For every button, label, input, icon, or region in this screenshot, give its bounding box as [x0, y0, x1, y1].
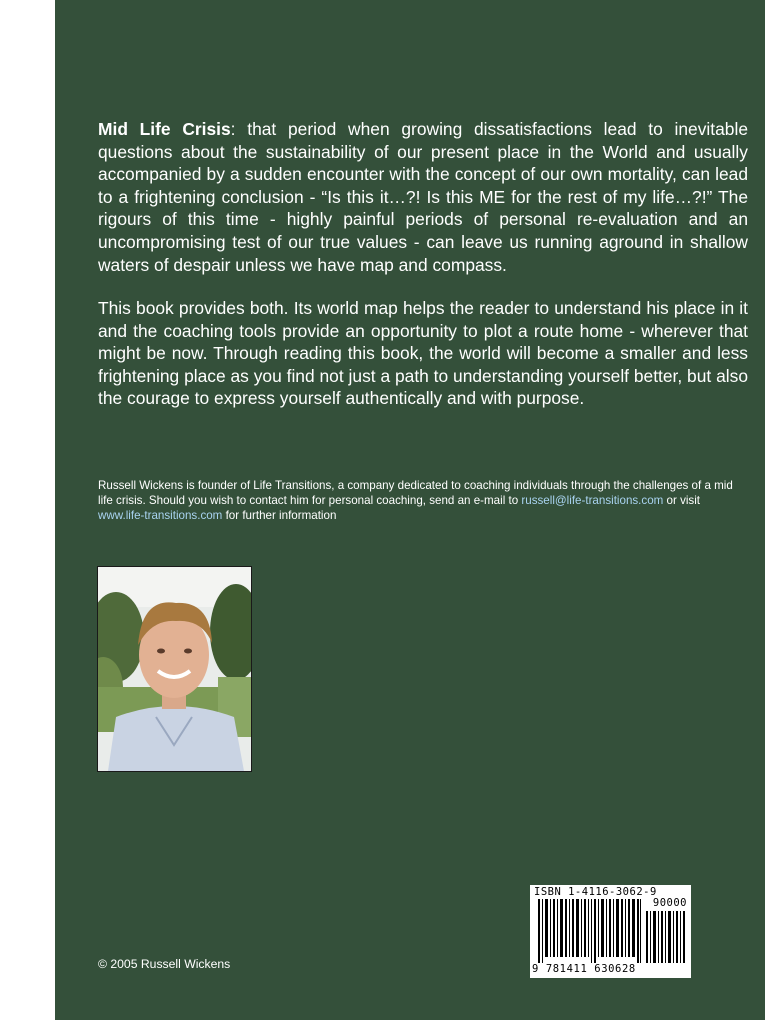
blurb-paragraph-1	[98, 118, 748, 276]
blurb-paragraph-2: This book provides both. Its world map helps the reader to understand his place in it and the coaching tools provide an opportunity to plot a route home - wherever that might be now. Through reading this book, the world will become a smaller and less frightening place as you find not just a path to understanding yourself better, but also the courage to express yourself authentically and with purpose.	[98, 298, 748, 409]
author-bio	[98, 479, 748, 523]
bio-text-before: Russell Wickens is founder of Life Transitions, a company dedicated to coaching individuals through the challenges of a mid life crisis. Should you wish to contact him for personal coaching, send an e-mail to	[98, 479, 733, 507]
back-cover	[55, 0, 765, 1020]
author-photo	[97, 566, 252, 772]
author-portrait-image	[98, 567, 251, 771]
isbn-barcode	[530, 885, 691, 978]
isbn-number: ISBN 1-4116-3062-9	[534, 886, 657, 898]
bio-text-after: for further information	[222, 508, 337, 522]
ean-number: 9 781411 630628	[532, 963, 636, 975]
blurb-term: Mid Life Crisis	[98, 119, 231, 139]
bio-text-mid: or visit	[663, 493, 701, 507]
copyright-notice: © 2005 Russell Wickens	[98, 957, 231, 971]
price-code: 90000	[652, 897, 687, 909]
blurb-p1-text: : that period when growing dissatisfactions lead to inevitable questions about the sustainability of our present place in the World and usually accompanied by a sudden encounter with the concept of our own mortality, can lead to a frightening conclusion - “Is this it…?! Is this ME for the rest of my life…?!” The rigours of this time - highly painful periods of personal re-evaluation and an uncompromising test of our true values - can leave us running aground in shallow waters of despair unless we have map and compass.	[98, 119, 749, 275]
barcode-bars	[538, 899, 688, 965]
email-link[interactable]: russell@life-transitions.com	[521, 493, 664, 507]
website-link[interactable]: www.life-transitions.com	[98, 508, 223, 522]
